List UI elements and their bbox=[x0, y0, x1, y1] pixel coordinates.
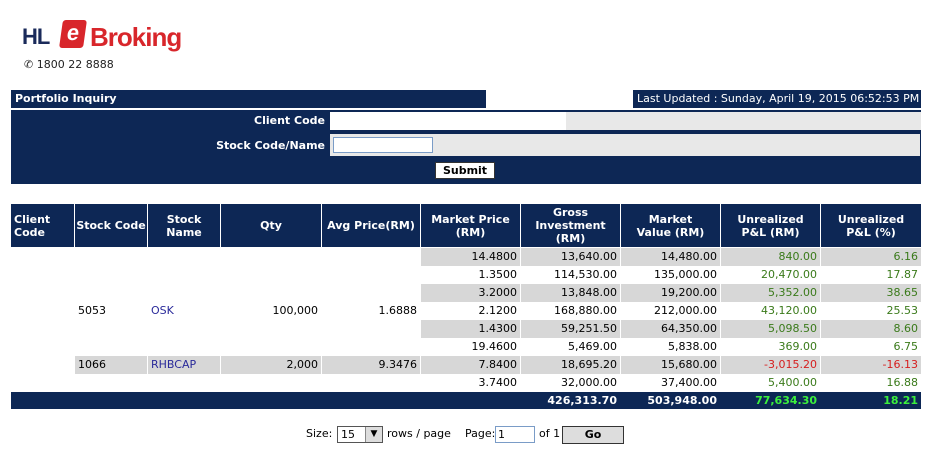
cell-qty: 100,000 bbox=[221, 302, 321, 320]
cell-name[interactable]: OSK bbox=[148, 302, 220, 320]
totals-row bbox=[11, 392, 921, 409]
page-size-value: 15 bbox=[341, 428, 355, 441]
cell-mv: 37,400.00 bbox=[621, 374, 720, 392]
cell-gross: 5,469.00 bbox=[521, 338, 620, 356]
cell-pl: 43,120.00 bbox=[721, 302, 820, 320]
cell-client bbox=[11, 338, 74, 356]
chevron-down-icon[interactable]: ▼ bbox=[365, 427, 382, 442]
col-unrealized-pl: Unrealized P&L (RM) bbox=[721, 204, 820, 247]
cell-plp: 6.16 bbox=[821, 248, 921, 266]
cell-code bbox=[75, 374, 147, 392]
phone-number: ✆ 1800 22 8888 bbox=[24, 58, 114, 71]
last-updated: Last Updated : Sunday, April 19, 2015 06:52:53 PM bbox=[633, 90, 921, 108]
table-row bbox=[11, 266, 921, 284]
cell-gross: 32,000.00 bbox=[521, 374, 620, 392]
cell-code bbox=[75, 338, 147, 356]
cell-plp: 38.65 bbox=[821, 284, 921, 302]
cell-price: 3.2000 bbox=[421, 284, 520, 302]
cell-client bbox=[11, 374, 74, 392]
cell-price: 1.4300 bbox=[421, 320, 520, 338]
cell-gross: 18,695.20 bbox=[521, 356, 620, 374]
cell-code bbox=[75, 248, 147, 266]
cell-mv: 212,000.00 bbox=[621, 302, 720, 320]
page-title: Portfolio Inquiry bbox=[11, 90, 486, 108]
col-qty: Qty bbox=[221, 204, 321, 247]
cell-client bbox=[11, 356, 74, 374]
cell-code bbox=[75, 284, 147, 302]
cell-plp: 17.87 bbox=[821, 266, 921, 284]
logo-hl: HL bbox=[22, 24, 50, 49]
total-unrealized-pl: 77,634.30 bbox=[755, 394, 817, 407]
col-avg-price: Avg Price(RM) bbox=[322, 204, 420, 247]
table-row bbox=[11, 302, 921, 320]
cell-code: 5053 bbox=[75, 302, 147, 320]
cell-qty bbox=[221, 320, 321, 338]
cell-avg bbox=[322, 266, 420, 284]
logo-e-icon: e bbox=[59, 20, 87, 48]
cell-qty: 2,000 bbox=[221, 356, 321, 374]
cell-client bbox=[11, 320, 74, 338]
cell-gross: 13,640.00 bbox=[521, 248, 620, 266]
cell-pl: 5,352.00 bbox=[721, 284, 820, 302]
page-input[interactable]: 1 bbox=[495, 426, 535, 443]
cell-avg bbox=[322, 374, 420, 392]
col-market-price: Market Price (RM) bbox=[421, 204, 520, 247]
cell-name bbox=[148, 248, 220, 266]
page-label: Page: bbox=[465, 427, 496, 440]
cell-price: 2.1200 bbox=[421, 302, 520, 320]
col-unrealized-pl-pct: Unrealized P&L (%) bbox=[821, 204, 921, 247]
cell-mv: 19,200.00 bbox=[621, 284, 720, 302]
cell-code bbox=[75, 266, 147, 284]
cell-avg bbox=[322, 284, 420, 302]
col-stock-code: Stock Code bbox=[75, 204, 147, 247]
total-market-value: 503,948.00 bbox=[647, 394, 717, 407]
page-count: of 1 bbox=[539, 427, 561, 440]
cell-price: 3.7400 bbox=[421, 374, 520, 392]
cell-pl: 5,098.50 bbox=[721, 320, 820, 338]
table-row bbox=[11, 248, 921, 266]
cell-plp: -16.13 bbox=[821, 356, 921, 374]
cell-qty bbox=[221, 338, 321, 356]
cell-gross: 114,530.00 bbox=[521, 266, 620, 284]
cell-client bbox=[11, 248, 74, 266]
cell-plp: 16.88 bbox=[821, 374, 921, 392]
cell-avg bbox=[322, 248, 420, 266]
cell-plp: 6.75 bbox=[821, 338, 921, 356]
col-stock-name: Stock Name bbox=[148, 204, 220, 247]
cell-mv: 135,000.00 bbox=[621, 266, 720, 284]
col-gross-investment: Gross Investment (RM) bbox=[521, 204, 620, 247]
total-gross: 426,313.70 bbox=[547, 394, 617, 407]
cell-price: 14.4800 bbox=[421, 248, 520, 266]
cell-pl: 369.00 bbox=[721, 338, 820, 356]
cell-client bbox=[11, 266, 74, 284]
cell-gross: 168,880.00 bbox=[521, 302, 620, 320]
cell-client bbox=[11, 284, 74, 302]
go-button[interactable]: Go bbox=[562, 426, 624, 444]
col-client-code: Client Code bbox=[11, 204, 74, 247]
cell-qty bbox=[221, 266, 321, 284]
cell-name bbox=[148, 284, 220, 302]
cell-avg bbox=[322, 338, 420, 356]
client-code-fill bbox=[566, 112, 921, 130]
cell-pl: 5,400.00 bbox=[721, 374, 820, 392]
table-row bbox=[11, 338, 921, 356]
cell-gross: 59,251.50 bbox=[521, 320, 620, 338]
stock-code-label: Stock Code/Name bbox=[216, 139, 325, 152]
cell-gross: 13,848.00 bbox=[521, 284, 620, 302]
cell-pl: 20,470.00 bbox=[721, 266, 820, 284]
cell-code: 1066 bbox=[75, 356, 147, 374]
cell-mv: 5,838.00 bbox=[621, 338, 720, 356]
cell-name[interactable]: RHBCAP bbox=[148, 356, 220, 374]
cell-mv: 14,480.00 bbox=[621, 248, 720, 266]
total-unrealized-pl-pct: 18.21 bbox=[883, 394, 918, 407]
cell-price: 19.4600 bbox=[421, 338, 520, 356]
cell-name bbox=[148, 266, 220, 284]
cell-avg: 1.6888 bbox=[322, 302, 420, 320]
cell-avg: 9.3476 bbox=[322, 356, 420, 374]
submit-button[interactable]: Submit bbox=[435, 162, 495, 179]
cell-code bbox=[75, 320, 147, 338]
cell-price: 1.3500 bbox=[421, 266, 520, 284]
table-row bbox=[11, 284, 921, 302]
cell-qty bbox=[221, 284, 321, 302]
rows-per-page-label: rows / page bbox=[387, 427, 451, 440]
cell-pl: 840.00 bbox=[721, 248, 820, 266]
size-label: Size: bbox=[306, 427, 333, 440]
cell-mv: 64,350.00 bbox=[621, 320, 720, 338]
stock-code-input[interactable] bbox=[333, 137, 433, 153]
cell-price: 7.8400 bbox=[421, 356, 520, 374]
logo-broking: Broking bbox=[90, 22, 182, 52]
page-size-select[interactable] bbox=[337, 426, 383, 443]
client-code-label: Client Code bbox=[254, 114, 325, 127]
cell-mv: 15,680.00 bbox=[621, 356, 720, 374]
cell-plp: 8.60 bbox=[821, 320, 921, 338]
cell-name bbox=[148, 374, 220, 392]
cell-avg bbox=[322, 320, 420, 338]
cell-qty bbox=[221, 248, 321, 266]
table-row bbox=[11, 356, 921, 374]
cell-name bbox=[148, 320, 220, 338]
cell-client bbox=[11, 302, 74, 320]
table-row bbox=[11, 320, 921, 338]
cell-qty bbox=[221, 374, 321, 392]
col-market-value: Market Value (RM) bbox=[621, 204, 720, 247]
table-row bbox=[11, 374, 921, 392]
cell-plp: 25.53 bbox=[821, 302, 921, 320]
cell-pl: -3,015.20 bbox=[721, 356, 820, 374]
cell-name bbox=[148, 338, 220, 356]
